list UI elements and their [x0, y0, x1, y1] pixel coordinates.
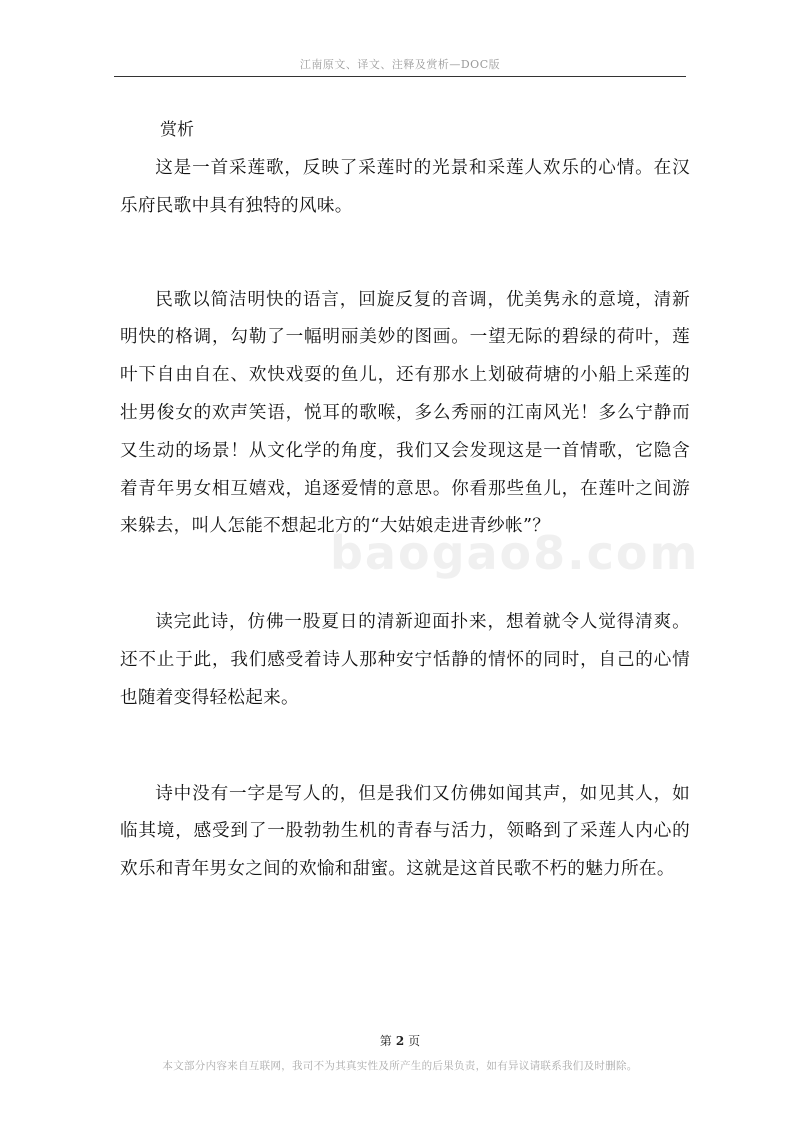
page-prefix: 第 [379, 1034, 392, 1048]
document-body [120, 120, 690, 889]
paragraph-1: 这是一首采莲歌，反映了采莲时的光景和采莲人欢乐的心情。在汉乐府民歌中具有独特的风味。 [120, 158, 690, 216]
page-header [114, 52, 686, 77]
section-title: 赏析 [160, 120, 194, 140]
paragraph-2: 民歌以简洁明快的语言，回旋反复的音调，优美隽永的意境，清新明快的格调，勾勒了一幅明丽美妙的图画。一望无际的碧绿的荷叶，莲叶下自由自在、欢快戏耍的鱼儿，还有那水上划破荷塘的小船上采莲的壮男俊女的欢声笑语，悦耳的歌喉，多么秀丽的江南风光！多么宁静而又生动的场景！从文化学的角度，我们又会发现这是一首情歌，它隐含着青年男女相互嬉戏，追逐爱情的意思。你看那些鱼儿，在莲叶之间游来躲去，叫人怎能不想起北方的“大姑娘走进青纱帐”？ [120, 289, 690, 537]
page-number [0, 1032, 800, 1049]
footer-disclaimer: 本文部分内容来自互联网，我司不为其真实性及所产生的后果负责，如有异议请联系我们及时删除。 [162, 1060, 638, 1072]
page-number-value: 2 [395, 1034, 405, 1048]
paragraph-3: 读完此诗，仿佛一股夏日的清新迎面扑来，想着就令人觉得清爽。还不止于此，我们感受着诗人那种安宁恬静的情怀的同时，自己的心情也随着变得轻松起来。 [120, 612, 690, 708]
header-title: 江南原文、译文、注释及赏析—DOC版 [299, 58, 501, 71]
paragraph-4: 诗中没有一字是写人的，但是我们又仿佛如闻其声，如见其人，如临其境，感受到了一股勃勃生机的青春与活力，领略到了采莲人内心的欢乐和青年男女之间的欢愉和甜蜜。这就是这首民歌不朽的魅力所在。 [120, 783, 690, 880]
watermark: baogao8.com [330, 526, 700, 580]
page-suffix: 页 [408, 1034, 421, 1048]
